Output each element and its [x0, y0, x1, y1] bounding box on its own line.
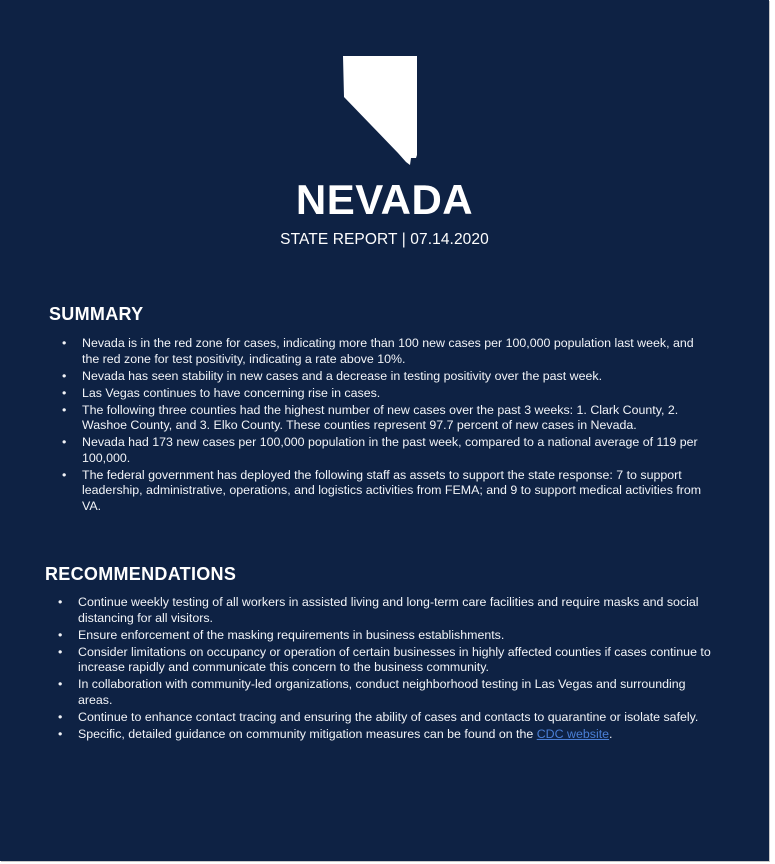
summary-item: • Nevada had 173 new cases per 100,000 population in the past week, compared to a national average of 119 per 100,000. [61, 435, 713, 466]
page-title: NEVADA [295, 176, 474, 223]
nevada-state-icon [341, 50, 420, 166]
recommendation-item: • In collaboration with community-led organizations, conduct neighborhood testing in Las Vegas and surrounding areas. [57, 677, 713, 708]
guidance-suffix: . [609, 726, 613, 741]
summary-item: • Nevada has seen stability in new cases and a decrease in testing positivity over the past week. [61, 369, 713, 385]
recommendations-heading: RECOMMENDATIONS [45, 564, 237, 584]
summary-item: • The federal government has deployed the following staff as assets to support the state response: 7 to support leadership, administrative, operations, and logistics activities from FEMA; and 9 to support medical activities from VA. [61, 468, 713, 515]
summary-item: • Nevada is in the red zone for cases, indicating more than 100 new cases per 100,000 population last week, and the red zone for test positivity, indicating a rate above 10%. [61, 336, 713, 367]
recommendation-item: • Consider limitations on occupancy or operation of certain businesses in highly affected counties if cases continue to increase rapidly and communicate this concern to the business community. [57, 645, 713, 676]
summary-item: • Las Vegas continues to have concerning rise in cases. [61, 386, 713, 402]
cdc-website-link[interactable]: CDC website [536, 726, 610, 741]
recommendations-list [57, 595, 713, 744]
recommendation-item: • Ensure enforcement of the masking requirements in business establishments. [57, 628, 713, 644]
page-subtitle: STATE REPORT | 07.14.2020 [280, 231, 489, 248]
guidance-text: Specific, detailed guidance on community mitigation measures can be found on the [78, 726, 537, 741]
summary-list [61, 336, 713, 516]
summary-item: • The following three counties had the highest number of new cases over the past 3 weeks: 1. Clark County, 2. Washoe County, and 3. Elko County. These counties represent 97.7 percent of new cases in Nevada. [61, 403, 713, 434]
recommendation-item: • Continue weekly testing of all workers in assisted living and long-term care facilities and require masks and social distancing for all visitors. [57, 595, 713, 626]
recommendation-item: • Continue to enhance contact tracing and ensuring the ability of cases and contacts to quarantine or isolate safely. [57, 710, 713, 726]
recommendation-item-guidance [57, 727, 713, 743]
summary-heading: SUMMARY [49, 304, 144, 324]
